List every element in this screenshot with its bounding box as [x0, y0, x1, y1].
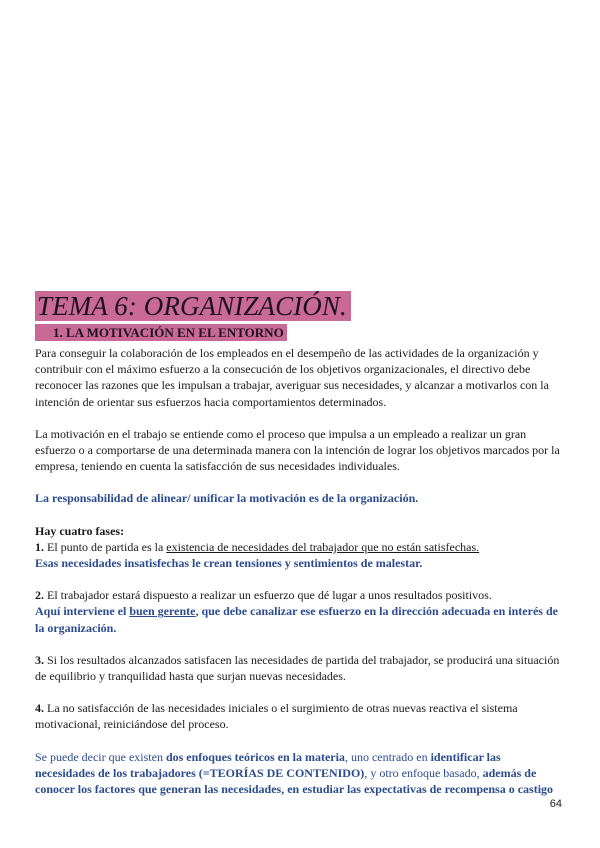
closing-f: además de conocer los factores que generan las necesidades, en estudiar las expectativas de recompensa o castigo: [35, 765, 554, 797]
phase-2: [35, 587, 563, 603]
title-block: [35, 291, 351, 321]
phases-heading-text: Hay cuatro fases:: [35, 523, 125, 538]
responsibility-note: La responsabilidad de alinear/ unificar la motivación es de la organización.: [35, 491, 419, 506]
paragraph-definition: La motivación en el trabajo se entiende como el proceso que impulsa a un empleado a realizar un gran esfuerzo o a comportarse de una determinada manera con la intención de lograr los objetivos marcados por la empresa, teniendo en cuenta la satisfacción de sus necesidades individuales.: [35, 426, 560, 474]
closing-paragraph: [35, 749, 563, 798]
phases-heading: [35, 523, 563, 539]
closing-c: , uno centrado en: [344, 749, 431, 764]
phase-2-note-a: Aquí interviene el: [35, 604, 130, 619]
phase-3-number: 3.: [35, 652, 44, 667]
phase-1-text: El punto de partida es la: [44, 539, 167, 554]
phase-1-number: 1.: [35, 539, 44, 554]
closing-e: , y otro enfoque basado,: [364, 765, 483, 780]
body-text: [35, 345, 563, 797]
phase-1: [35, 539, 563, 555]
closing-b: dos enfoques teóricos en la materia: [165, 749, 345, 764]
closing-d: identificar las necesidades de los trabajadores (=TEORÍAS DE CONTENIDO): [35, 749, 501, 780]
phase-4-number: 4.: [35, 701, 44, 716]
phase-3-text: Si los resultados alcanzados satisfacen las necesidades de partida del trabajador, se producirá una situación de equilibrio y tranquilidad hasta que surjan nuevas necesidades.: [35, 652, 560, 684]
phase-4-text: La no satisfacción de las necesidades iniciales o el surgimiento de otras nuevas reactiva el sistema motivacional, reiniciándose del proceso.: [35, 701, 518, 732]
phase-2-number: 2.: [35, 588, 44, 603]
page-number: 64: [549, 798, 562, 810]
phase-2-text: El trabajador estará dispuesto a realizar un esfuerzo que dé lugar a unos resultados positivos.: [44, 588, 492, 603]
phase-2-note: [35, 603, 563, 635]
phase-1-note: Esas necesidades insatisfechas le crean tensiones y sentimientos de malestar.: [35, 556, 423, 571]
section-heading: 1. LA MOTIVACIÓN EN EL ENTORNO: [35, 324, 287, 341]
phase-1-underlined: existencia de necesidades del trabajador que no están satisfechas.: [166, 539, 480, 554]
phase-2-note-underlined: buen gerente: [129, 604, 196, 619]
paragraph-intro: Para conseguir la colaboración de los empleados en el desempeño de las actividades de la organización y contribuir con el máximo esfuerzo a la consecución de los objetivos organizacionales, el directivo debe reconocer las razones que les impulsan a trabajar, averiguar sus necesidades, y alcanzar a motivarlos con la intención de orientar sus esfuerzos hacia comportamientos determinados.: [35, 346, 549, 409]
phase-3: [35, 652, 563, 684]
phase-4: [35, 700, 563, 732]
page-title: TEMA 6: ORGANIZACIÓN.: [35, 291, 351, 321]
phase-2-note-b: , que debe canalizar ese esfuerzo en la dirección adecuada en interés de la organización.: [35, 604, 558, 635]
section-heading-block: [35, 324, 287, 342]
closing-a: Se puede decir que existen: [35, 749, 166, 764]
